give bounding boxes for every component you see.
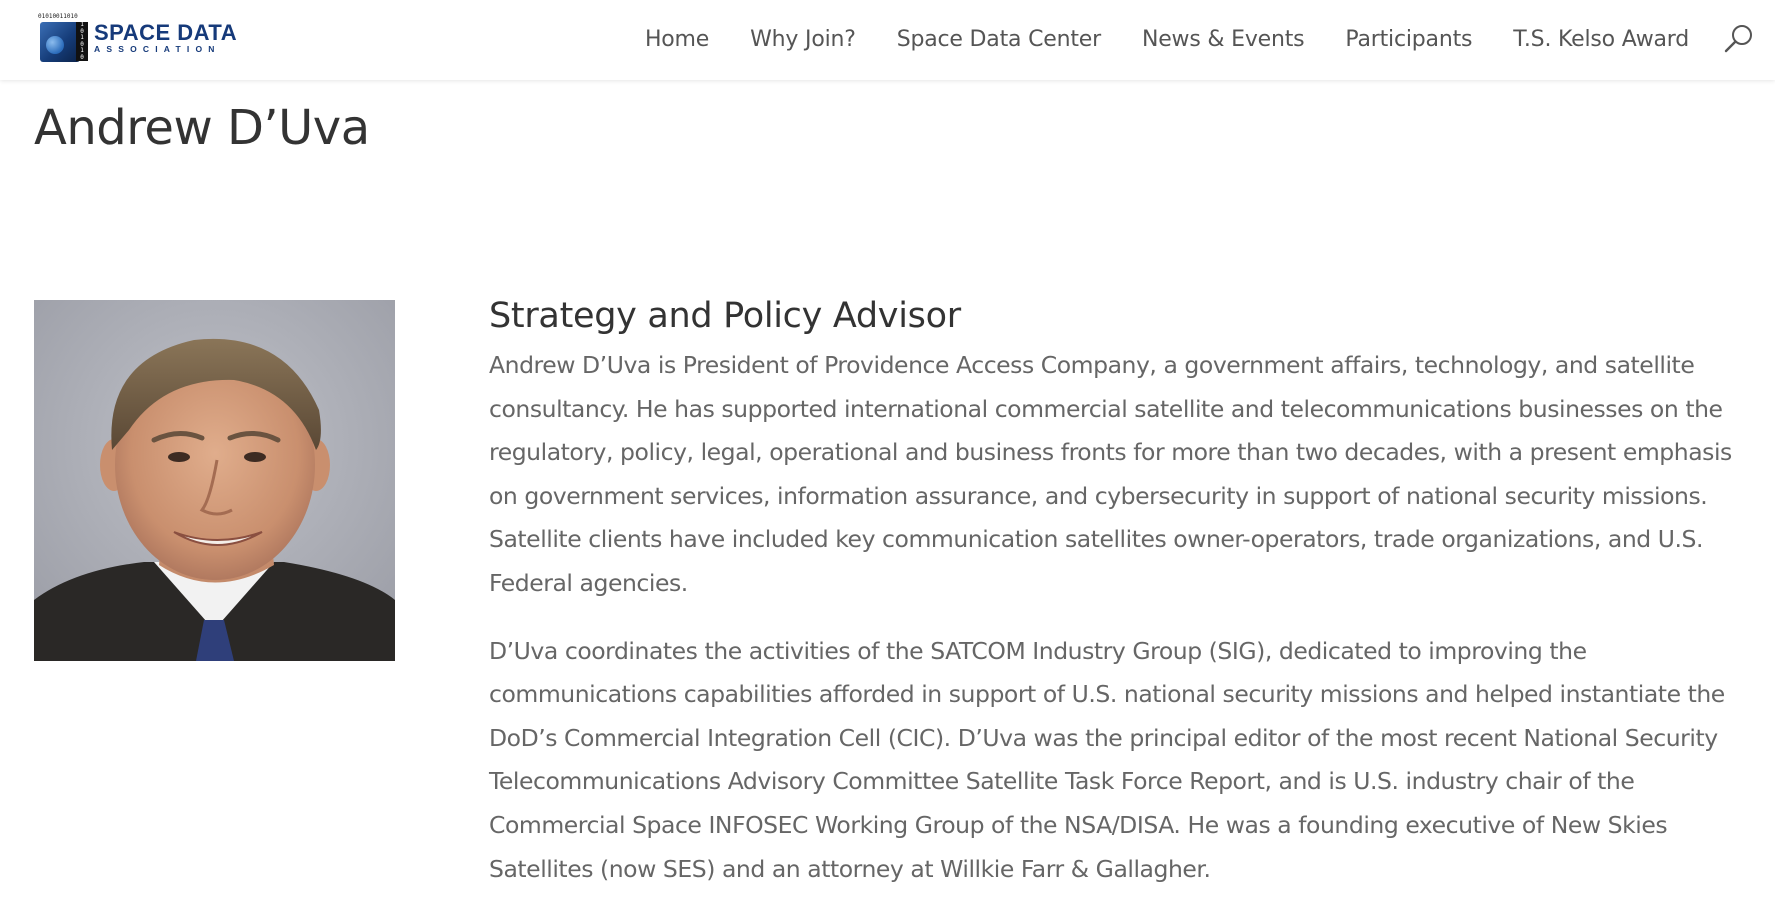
nav-item-news-events[interactable]: News & Events xyxy=(1141,26,1305,52)
site-header xyxy=(0,0,1775,80)
search-icon[interactable] xyxy=(1723,23,1755,55)
nav-item-space-data-center[interactable]: Space Data Center xyxy=(896,26,1101,52)
portrait-photo xyxy=(34,300,395,661)
site-logo[interactable] xyxy=(38,14,237,62)
logo-line-2: ASSOCIATION xyxy=(94,44,221,54)
main-nav xyxy=(604,24,1689,54)
bio-section xyxy=(489,294,1759,891)
page-title: Andrew D’Uva xyxy=(34,100,370,156)
logo-bits-column: 1 0 1 0 1 0 xyxy=(76,22,88,61)
logo-mark-icon xyxy=(38,14,88,62)
logo-bits: 01010011010 xyxy=(38,13,78,20)
nav-item-why-join[interactable]: Why Join? xyxy=(750,26,856,52)
nav-item-kelso-award[interactable]: T.S. Kelso Award xyxy=(1513,26,1689,52)
bio-paragraph-1: Andrew D’Uva is President of Providence Access Company, a government affairs, technology, and satellite consultancy. He has supported international commercial satellite and telecommunications businesses on the regulatory, policy, legal, operational and business fronts for more than two decades, with a present emphasis on government services, information assurance, and cybersecurity in support of national security missions. Satellite clients have included key communication satellites owner-operators, trade organizations, and U.S. Federal agencies. xyxy=(489,351,1732,597)
nav-item-home[interactable]: Home xyxy=(644,26,710,52)
role-heading: Strategy and Policy Advisor xyxy=(489,296,961,336)
nav-item-participants[interactable]: Participants xyxy=(1345,26,1473,52)
logo-line-1: SPACE DATA xyxy=(94,20,238,45)
logo-text xyxy=(94,22,237,54)
bio-paragraph-2: D’Uva coordinates the activities of the SATCOM Industry Group (SIG), dedicated to improving the communications capabilities afforded in support of U.S. national security missions and helped instantiate the DoD’s Commercial Integration Cell (CIC). D’Uva was the principal editor of the most recent National Security Telecommunications Advisory Committee Satellite Task Force Report, and is U.S. industry chair of the Commercial Space INFOSEC Working Group of the NSA/DISA. He was a founding executive of New Skies Satellites (now SES) and an attorney at Willkie Farr & Gallagher. xyxy=(489,636,1725,883)
globe-icon xyxy=(40,22,80,62)
